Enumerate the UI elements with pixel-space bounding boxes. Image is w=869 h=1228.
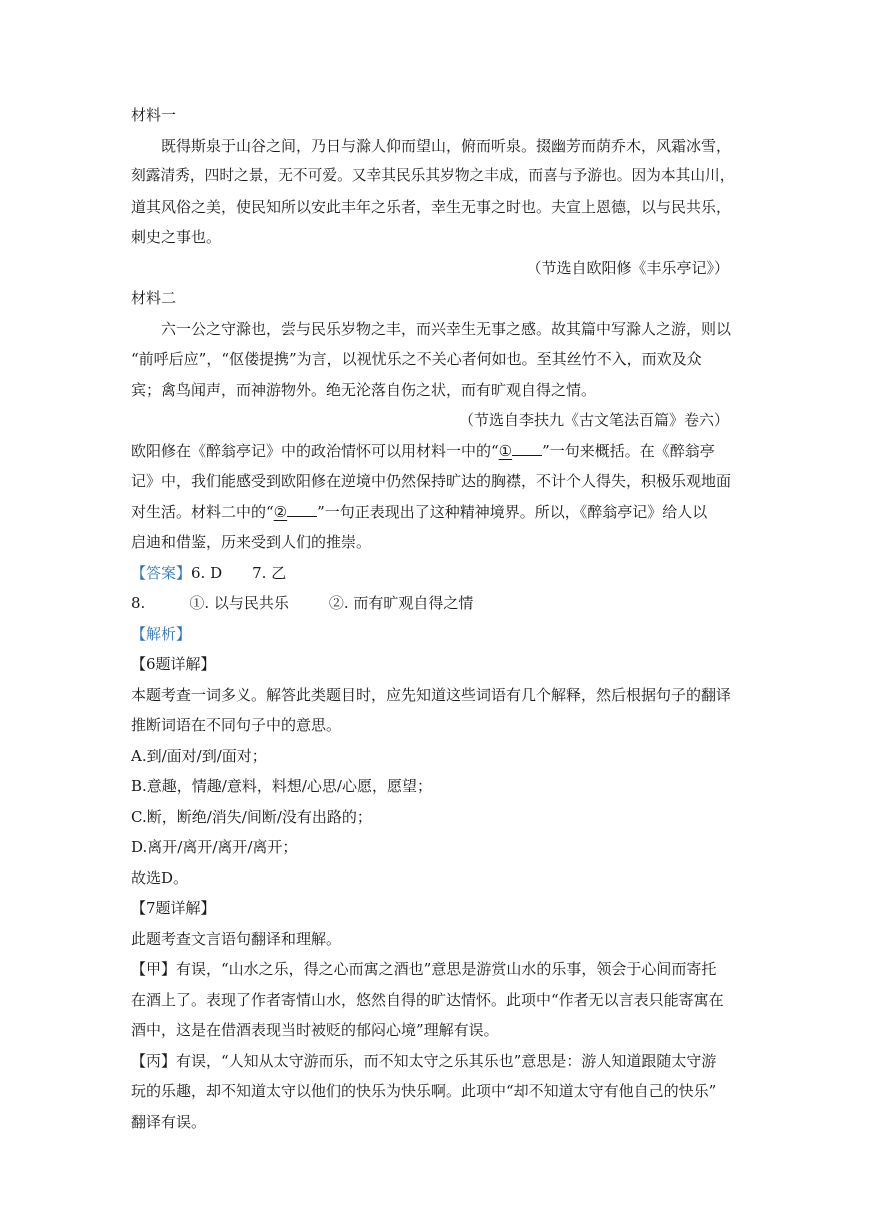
question-text: 对生活。材料二中的“ [131, 502, 274, 521]
material1-line: 刺史之事也。 [131, 228, 222, 246]
material2-line: 宾；禽鸟闻声，而神游物外。绝无沦落自伤之状，而有旷观自得之情。 [131, 380, 597, 399]
q6-option-c: C.断，断绝/消失/间断/没有出路的； [131, 807, 372, 826]
answer-label: 【答案】 [131, 563, 192, 582]
q7-detail-line: 【丙】有误，“人知从太守游而乐，而不知太守之乐其乐也”意思是：游人知道跟随太守游 [131, 1051, 717, 1070]
answer-line-q8 [131, 588, 739, 619]
q7-detail-line: 在酒上了。表现了作者寄情山水，悠然自得的旷达情怀。此项中“作者无以言表只能寄寓在 [131, 990, 724, 1009]
q6-detail-line: 推断词语在不同句子中的意思。 [131, 716, 342, 734]
question-line: 记》中，我们能感受到欧阳修在逆境中仍然保持旷达的胸襟，不计个人得失，积极乐观地面 [131, 472, 732, 490]
q7-detail-title: 【7题详解】 [131, 899, 216, 917]
question-line [131, 436, 739, 467]
q7-detail-line: 翻译有误。 [131, 1112, 207, 1131]
q6-detail-title: 【6题详解】 [131, 655, 216, 673]
document-page [131, 100, 739, 1137]
answer-q7: 7. 乙 [252, 563, 287, 582]
question-line: 启迪和借鉴，历来受到人们的推崇。 [131, 533, 372, 551]
blank-1-number: ① [498, 441, 513, 460]
material1-source: （节选自欧阳修《丰乐亭记》） [526, 258, 729, 277]
material2-source: （节选自李扶九《古文笔法百篇》卷六） [458, 411, 729, 429]
material1-heading: 材料一 [131, 106, 177, 124]
material1-line: 道其风俗之美，使民知所以安此丰年之乐者，幸生无事之时也。夫宣上恩德，以与民共乐， [131, 197, 732, 216]
q6-option-b: B.意趣，情趣/意料，料想/心思/心愿，愿望； [131, 777, 432, 795]
answer-q6: 6. D [191, 563, 223, 582]
material2-heading: 材料二 [131, 289, 177, 307]
blank-2-underline [287, 500, 317, 517]
q7-detail-line: 此题考查文言语句翻译和理解。 [131, 929, 342, 948]
blank-2-number: ② [273, 502, 288, 521]
material2-line: 六一公之守滁也，尝与民乐岁物之丰，而兴幸生无事之感。故其篇中写滁人之游，则以 [161, 319, 732, 338]
q6-conclusion: 故选D。 [131, 868, 189, 887]
answer-q8-a: ①. 以与民共乐 [189, 594, 289, 612]
question-text: ”一句正表现出了这种精神境界。所以，《醉翁亭记》给人以 [317, 502, 708, 521]
q6-option-d: D.离开/离开/离开/离开； [131, 838, 298, 856]
answer-q8-number: 8. [131, 594, 146, 612]
analysis-label: 【解析】 [131, 624, 192, 643]
material2-line: “前呼后应”，“伛偻提携”为言，以视忧乐之不关心者何如也。至其丝竹不入，而欢及众 [131, 350, 702, 368]
answer-q8-b: ②. 而有旷观自得之情 [328, 594, 474, 612]
material1-line: 刻露清秀，四时之景，无不可爱。又幸其民乐其岁物之丰成，而喜与予游也。因为本其山川， [131, 167, 735, 184]
q6-detail-line: 本题考查一词多义。解答此类题目时，应先知道这些词语有几个解释，然后根据句子的翻译 [131, 685, 732, 704]
q7-detail-line: 【甲】有误，“山水之乐，得之心而寓之酒也”意思是游赏山水的乐事，领会于心间而寄托 [131, 960, 717, 978]
question-text: ”一句来概括。在《醉翁亭 [542, 441, 715, 460]
blank-1-underline [512, 439, 542, 456]
q7-detail-line: 酒中，这是在借酒表现当时被贬的郁闷心境”理解有误。 [131, 1021, 499, 1039]
q7-detail-line: 玩的乐趣，却不知道太守以他们的快乐为快乐啊。此项中“却不知道太守有他自己的快乐” [131, 1082, 717, 1100]
q6-option-a: A.到/面对/到/面对； [131, 746, 267, 765]
material1-line: 既得斯泉于山谷之间，乃日与滁人仰而望山，俯而听泉。掇幽芳而荫乔木，风霜冰雪， [161, 136, 732, 155]
question-text: 欧阳修在《醉翁亭记》中的政治情怀可以用材料一中的“ [131, 441, 499, 460]
answer-line [131, 558, 739, 589]
question-line [131, 497, 739, 528]
